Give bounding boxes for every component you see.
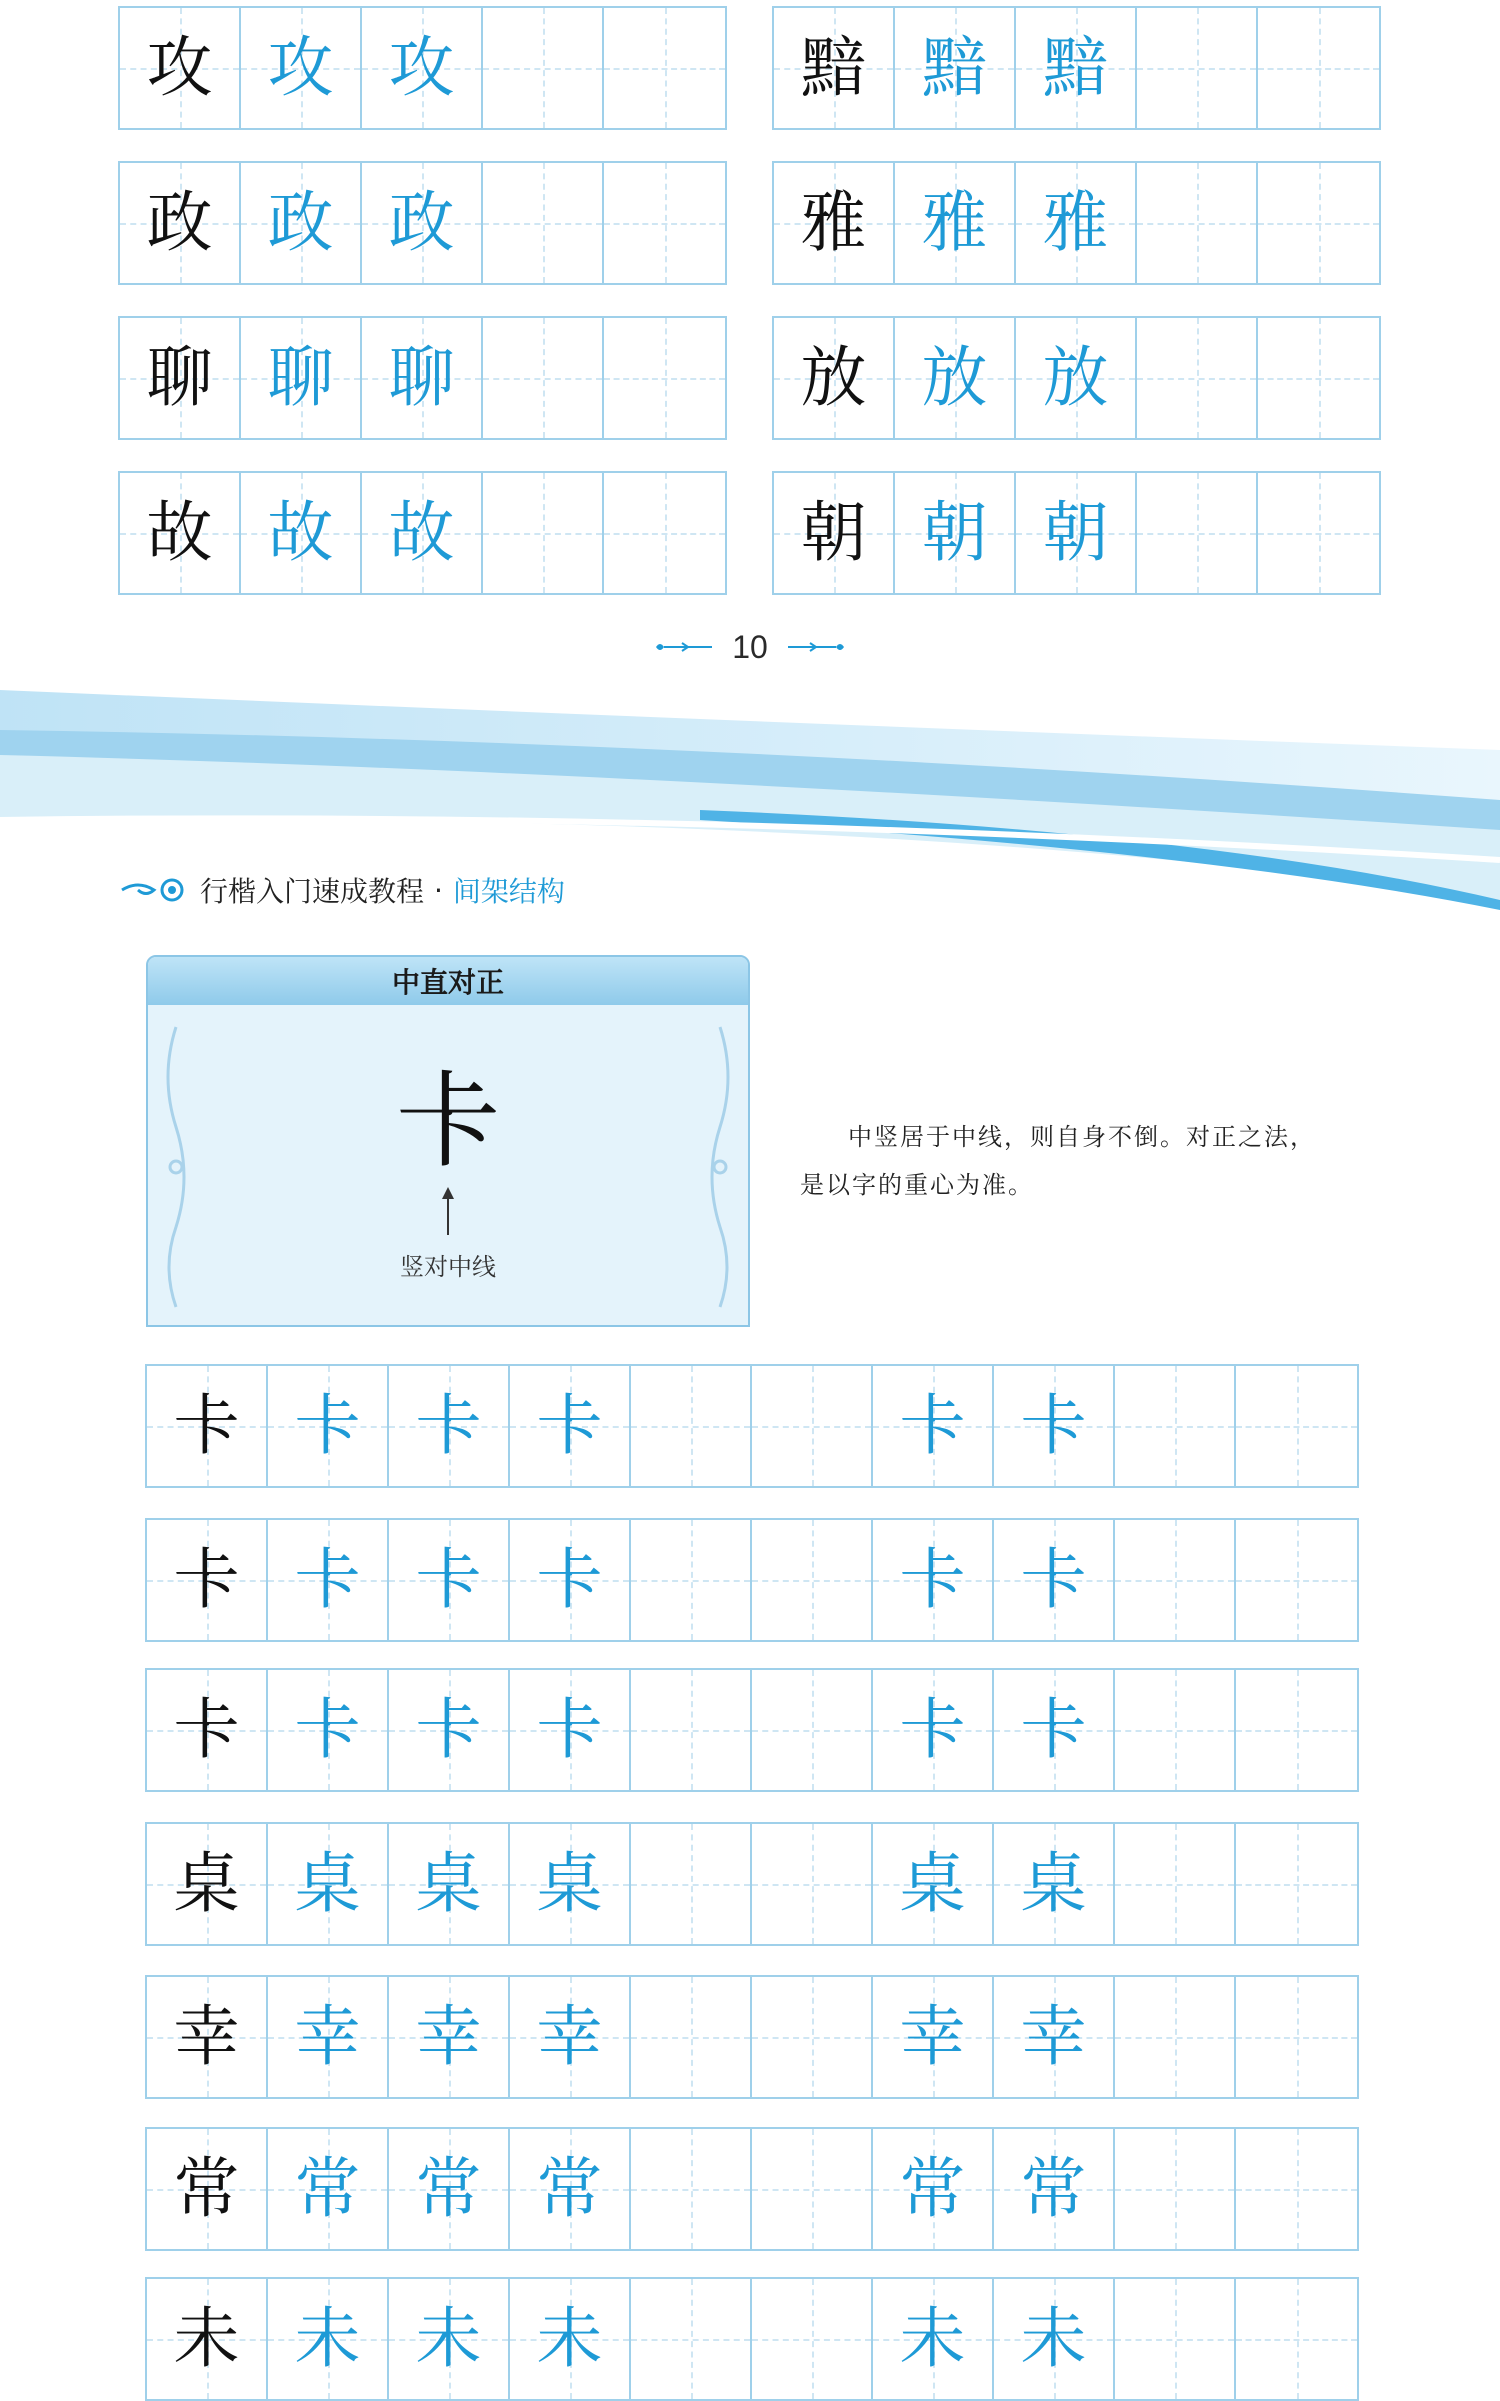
grid-cell-empty — [752, 1366, 873, 1486]
model-character: 黯 — [800, 29, 867, 106]
trace-character: 卡 — [415, 1691, 482, 1768]
grid-cell-trace — [994, 1520, 1115, 1640]
grid-cell-empty — [483, 318, 604, 438]
book-header — [118, 870, 565, 910]
trace-character: 未 — [294, 2300, 361, 2377]
practice-row — [118, 6, 727, 130]
grid-cell-model — [120, 8, 241, 128]
grid-cell-empty — [1236, 1520, 1357, 1640]
trace-character: 朝 — [921, 494, 988, 571]
trace-character: 幸 — [415, 1998, 482, 2075]
grid-cell-model — [120, 473, 241, 593]
grid-cell-empty — [604, 473, 725, 593]
practice-row — [118, 316, 727, 440]
grid-cell-empty — [1137, 163, 1258, 283]
trace-character: 幸 — [1020, 1998, 1087, 2075]
grid-cell-empty — [1115, 1520, 1236, 1640]
trace-character: 卡 — [1020, 1541, 1087, 1618]
practice-row — [772, 161, 1381, 285]
grid-cell-trace — [362, 473, 483, 593]
technique-description: 中竖居于中线，则自身不倒。对正之法，是以字的重心为准。 — [800, 1123, 1316, 1199]
trace-character: 放 — [921, 339, 988, 416]
example-character: 卡 — [395, 1060, 500, 1182]
grid-cell-empty — [1258, 318, 1379, 438]
trace-character: 常 — [1020, 2150, 1087, 2227]
grid-cell-empty — [1236, 1366, 1357, 1486]
grid-cell-trace — [268, 2129, 389, 2249]
trace-character: 卡 — [294, 1387, 361, 1464]
grid-cell-trace — [873, 2279, 994, 2399]
grid-cell-empty — [1137, 8, 1258, 128]
grid-cell-model — [774, 163, 895, 283]
practice-row — [772, 316, 1381, 440]
trace-character: 卡 — [536, 1387, 603, 1464]
grid-cell-empty — [1115, 2279, 1236, 2399]
model-character: 雅 — [800, 184, 867, 261]
grid-cell-model — [774, 318, 895, 438]
practice-row — [118, 161, 727, 285]
tip-card — [146, 955, 750, 1327]
header-separator: · — [434, 873, 443, 907]
trace-character: 桌 — [899, 1845, 966, 1922]
trace-character: 卡 — [415, 1387, 482, 1464]
grid-cell-trace — [873, 2129, 994, 2249]
grid-cell-empty — [1115, 1670, 1236, 1790]
practice-row — [145, 2127, 1359, 2251]
trace-character: 故 — [267, 494, 334, 571]
grid-cell-trace — [994, 1366, 1115, 1486]
grid-cell-trace — [241, 163, 362, 283]
grid-cell-trace — [268, 1520, 389, 1640]
practice-row — [145, 1364, 1359, 1488]
up-arrow-icon — [436, 1185, 460, 1237]
grid-cell-empty — [1236, 2129, 1357, 2249]
grid-cell-empty — [752, 1670, 873, 1790]
grid-cell-trace — [1016, 8, 1137, 128]
grid-cell-trace — [994, 2129, 1115, 2249]
trace-character: 卡 — [415, 1541, 482, 1618]
practice-row — [145, 1822, 1359, 1946]
left-ornament-icon — [652, 637, 716, 657]
grid-cell-empty — [1258, 8, 1379, 128]
trace-character: 常 — [294, 2150, 361, 2227]
trace-character: 攻 — [267, 29, 334, 106]
grid-cell-trace — [241, 318, 362, 438]
book-title: 行楷入门速成教程 — [200, 875, 425, 908]
trace-character: 雅 — [1042, 184, 1109, 261]
grid-cell-empty — [631, 2279, 752, 2399]
grid-cell-trace — [510, 2129, 631, 2249]
grid-cell-trace — [994, 1824, 1115, 1944]
model-character: 放 — [800, 339, 867, 416]
grid-cell-empty — [1115, 1977, 1236, 2097]
trace-character: 卡 — [899, 1387, 966, 1464]
grid-cell-trace — [510, 1670, 631, 1790]
grid-cell-trace — [994, 1670, 1115, 1790]
grid-cell-trace — [362, 163, 483, 283]
trace-character: 常 — [415, 2150, 482, 2227]
grid-cell-empty — [1236, 1670, 1357, 1790]
grid-cell-trace — [362, 8, 483, 128]
practice-row — [772, 471, 1381, 595]
trace-character: 政 — [388, 184, 455, 261]
grid-cell-trace — [268, 1670, 389, 1790]
model-character: 攻 — [146, 29, 213, 106]
grid-cell-empty — [1236, 2279, 1357, 2399]
grid-cell-empty — [631, 2129, 752, 2249]
trace-character: 常 — [536, 2150, 603, 2227]
trace-character: 未 — [1020, 2300, 1087, 2377]
trace-character: 聊 — [388, 339, 455, 416]
trace-character: 聊 — [267, 339, 334, 416]
trace-character: 卡 — [294, 1541, 361, 1618]
grid-cell-empty — [1115, 1824, 1236, 1944]
practice-row — [145, 2277, 1359, 2401]
practice-row — [145, 1975, 1359, 2099]
grid-cell-trace — [362, 318, 483, 438]
grid-cell-trace — [389, 1977, 510, 2097]
grid-cell-empty — [1115, 2129, 1236, 2249]
grid-cell-trace — [389, 1670, 510, 1790]
trace-character: 未 — [899, 2300, 966, 2377]
grid-cell-model — [774, 473, 895, 593]
grid-cell-trace — [895, 8, 1016, 128]
page-number-text: 10 — [732, 628, 768, 665]
trace-character: 桌 — [1020, 1845, 1087, 1922]
model-character: 未 — [173, 2300, 240, 2377]
grid-cell-trace — [1016, 318, 1137, 438]
grid-cell-model — [120, 318, 241, 438]
trace-character: 卡 — [1020, 1387, 1087, 1464]
grid-cell-empty — [631, 1366, 752, 1486]
grid-cell-model — [147, 2129, 268, 2249]
trace-character: 未 — [415, 2300, 482, 2377]
grid-cell-empty — [631, 1824, 752, 1944]
grid-cell-trace — [389, 1366, 510, 1486]
grid-cell-model — [147, 1670, 268, 1790]
grid-cell-empty — [1115, 1366, 1236, 1486]
grid-cell-trace — [895, 163, 1016, 283]
grid-cell-trace — [389, 2129, 510, 2249]
grid-cell-empty — [631, 1520, 752, 1640]
grid-cell-trace — [389, 2279, 510, 2399]
grid-cell-empty — [752, 1977, 873, 2097]
grid-cell-trace — [1016, 473, 1137, 593]
trace-character: 桌 — [536, 1845, 603, 1922]
grid-cell-trace — [268, 1977, 389, 2097]
grid-cell-empty — [752, 2129, 873, 2249]
grid-cell-trace — [873, 1366, 994, 1486]
trace-character: 故 — [388, 494, 455, 571]
grid-cell-model — [147, 1977, 268, 2097]
grid-cell-empty — [1137, 473, 1258, 593]
grid-cell-empty — [604, 318, 725, 438]
grid-cell-trace — [510, 1824, 631, 1944]
model-character: 桌 — [173, 1845, 240, 1922]
grid-cell-empty — [631, 1977, 752, 2097]
trace-character: 黯 — [921, 29, 988, 106]
grid-cell-trace — [510, 1520, 631, 1640]
grid-cell-trace — [895, 473, 1016, 593]
trace-character: 卡 — [294, 1691, 361, 1768]
trace-character: 放 — [1042, 339, 1109, 416]
grid-cell-trace — [510, 1977, 631, 2097]
grid-cell-trace — [873, 1520, 994, 1640]
grid-cell-trace — [510, 1366, 631, 1486]
grid-cell-empty — [604, 8, 725, 128]
trace-character: 常 — [899, 2150, 966, 2227]
grid-cell-empty — [483, 8, 604, 128]
trace-character: 卡 — [536, 1541, 603, 1618]
annotation-label: 竖对中线 — [400, 1253, 496, 1281]
grid-cell-trace — [389, 1520, 510, 1640]
trace-character: 朝 — [1042, 494, 1109, 571]
grid-cell-model — [774, 8, 895, 128]
trace-character: 雅 — [921, 184, 988, 261]
swirl-icon — [118, 875, 190, 905]
grid-cell-empty — [483, 473, 604, 593]
grid-cell-empty — [1258, 473, 1379, 593]
grid-cell-trace — [241, 8, 362, 128]
grid-cell-trace — [873, 1670, 994, 1790]
trace-character: 未 — [536, 2300, 603, 2377]
practice-row — [772, 6, 1381, 130]
grid-cell-trace — [994, 1977, 1115, 2097]
grid-cell-empty — [483, 163, 604, 283]
trace-character: 桌 — [415, 1845, 482, 1922]
trace-character: 幸 — [294, 1998, 361, 2075]
grid-cell-trace — [268, 1366, 389, 1486]
model-character: 聊 — [146, 339, 213, 416]
trace-character: 卡 — [1020, 1691, 1087, 1768]
model-character: 卡 — [173, 1691, 240, 1768]
trace-character: 卡 — [899, 1541, 966, 1618]
model-character: 卡 — [173, 1541, 240, 1618]
grid-cell-model — [147, 1520, 268, 1640]
grid-cell-model — [147, 1824, 268, 1944]
grid-cell-trace — [389, 1824, 510, 1944]
grid-cell-trace — [873, 1824, 994, 1944]
model-character: 卡 — [173, 1387, 240, 1464]
grid-cell-trace — [268, 2279, 389, 2399]
trace-character: 幸 — [899, 1998, 966, 2075]
grid-cell-trace — [895, 318, 1016, 438]
grid-cell-trace — [241, 473, 362, 593]
grid-cell-trace — [268, 1824, 389, 1944]
trace-character: 卡 — [899, 1691, 966, 1768]
right-ornament-icon — [784, 637, 848, 657]
model-character: 幸 — [173, 1998, 240, 2075]
grid-cell-empty — [752, 2279, 873, 2399]
model-character: 政 — [146, 184, 213, 261]
trace-character: 幸 — [536, 1998, 603, 2075]
grid-cell-empty — [1236, 1977, 1357, 2097]
model-character: 朝 — [800, 494, 867, 571]
grid-cell-model — [120, 163, 241, 283]
grid-cell-empty — [631, 1670, 752, 1790]
grid-cell-empty — [604, 163, 725, 283]
grid-cell-empty — [752, 1520, 873, 1640]
grid-cell-trace — [1016, 163, 1137, 283]
grid-cell-empty — [1137, 318, 1258, 438]
practice-row — [145, 1518, 1359, 1642]
tip-card-title: 中直对正 — [148, 957, 748, 1005]
trace-character: 卡 — [536, 1691, 603, 1768]
grid-cell-model — [147, 2279, 268, 2399]
trace-character: 攻 — [388, 29, 455, 106]
grid-cell-empty — [1236, 1824, 1357, 1944]
chapter-title: 间架结构 — [452, 875, 565, 908]
trace-character: 桌 — [294, 1845, 361, 1922]
practice-row — [145, 1668, 1359, 1792]
grid-cell-empty — [752, 1824, 873, 1944]
trace-character: 黯 — [1042, 29, 1109, 106]
grid-cell-empty — [1258, 163, 1379, 283]
model-character: 常 — [173, 2150, 240, 2227]
model-character: 故 — [146, 494, 213, 571]
grid-cell-trace — [510, 2279, 631, 2399]
grid-cell-trace — [873, 1977, 994, 2097]
trace-character: 政 — [267, 184, 334, 261]
practice-row — [118, 471, 727, 595]
grid-cell-trace — [994, 2279, 1115, 2399]
grid-cell-model — [147, 1366, 268, 1486]
